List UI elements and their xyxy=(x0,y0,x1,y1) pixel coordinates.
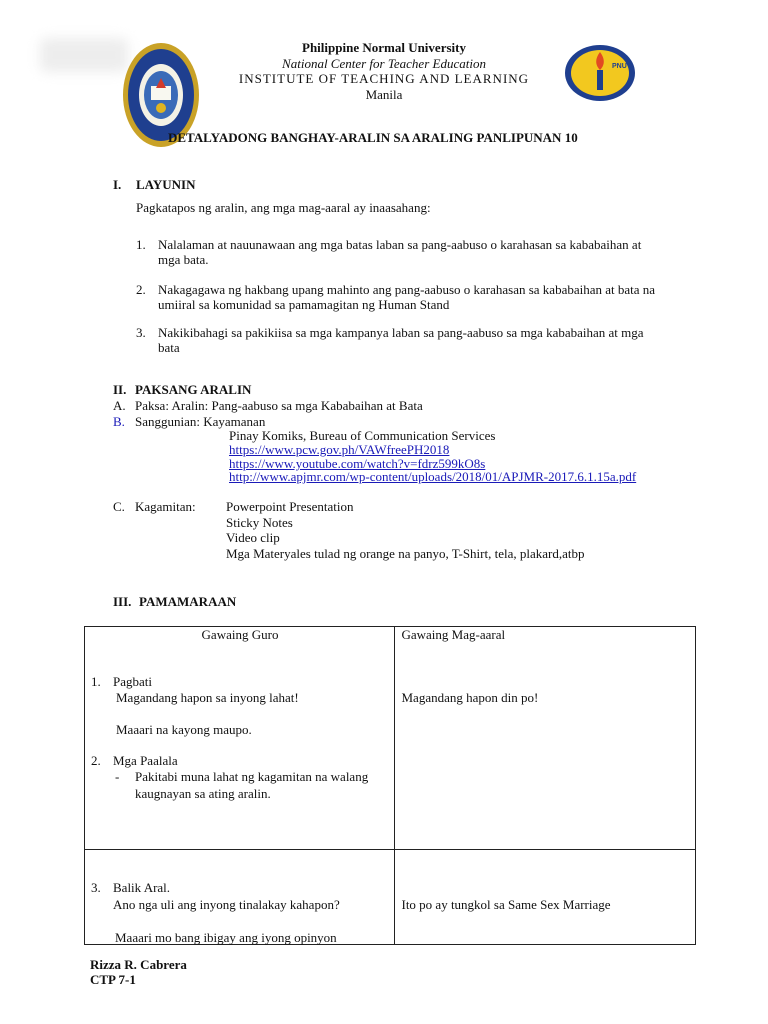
student-line: Ito po ay tungkol sa Same Sex Marriage xyxy=(401,897,611,912)
teacher-line: kaugnayan sa ating aralin. xyxy=(135,786,271,801)
objective-line: Nakagagawa ng hakbang upang mahinto ang pang-aabuso o karahasan sa kababaihan at bata na xyxy=(158,282,656,297)
teacher-line: Pakitabi muna lahat ng kagamitan na walang xyxy=(135,769,369,784)
section1-number: I. xyxy=(113,177,122,192)
table-cell-student xyxy=(395,627,696,850)
material-item: Mga Materyales tulad ng orange na panyo, T-Shirt, tela, plakard,atbp xyxy=(226,546,585,561)
step-title: Balik Aral. xyxy=(113,880,171,895)
objective-line: mga bata. xyxy=(158,252,209,267)
table-cell-teacher xyxy=(85,627,395,850)
objective-number: 3. xyxy=(136,325,146,340)
column-header-student: Gawaing Mag-aaral xyxy=(401,627,506,642)
section1-intro: Pagkatapos ng aralin, ang mga mag-aaral ay inaasahang: xyxy=(136,200,431,215)
teacher-line: Magandang hapon sa inyong lahat! xyxy=(116,690,299,705)
author-name: Rizza R. Cabrera xyxy=(90,957,187,972)
column-header-teacher: Gawaing Guro xyxy=(201,627,279,642)
university-name: Philippine Normal University xyxy=(302,40,466,55)
item-c-label: C. xyxy=(113,499,125,514)
reference-link-pcw[interactable]: https://www.pcw.gov.ph/VAWfreePH2018 xyxy=(229,442,450,457)
svg-text:PNU: PNU xyxy=(612,63,627,70)
teacher-line: Maaari na kayong maupo. xyxy=(116,722,252,737)
document-title: DETALYADONG BANGHAY-ARALIN SA ARALING PANLIPUNAN 10 xyxy=(168,130,578,145)
section1-heading: LAYUNIN xyxy=(136,177,196,192)
section2-number: II. xyxy=(113,382,127,397)
objective-number: 1. xyxy=(136,237,146,252)
section3-number: III. xyxy=(113,594,132,609)
step-title: Pagbati xyxy=(113,674,152,689)
reference-source: Pinay Komiks, Bureau of Communication Services xyxy=(229,428,496,443)
teacher-line: Maaari mo bang ibigay ang iyong opinyon xyxy=(115,930,337,945)
reference-link-apjmr[interactable]: http://www.apjmr.com/wp-content/uploads/2018/01/APJMR-2017.6.1.15a.pdf xyxy=(229,469,637,484)
teacher-line: Ano nga uli ang inyong tinalakay kahapon? xyxy=(113,897,340,912)
table-cell-teacher xyxy=(85,850,395,945)
section2-heading: PAKSANG ARALIN xyxy=(135,382,252,397)
topic-text: Paksa: Aralin: Pang-aabuso sa mga Kababaihan at Bata xyxy=(135,398,423,413)
reference-link-youtube[interactable]: https://www.youtube.com/watch?v=fdrz599kO8s xyxy=(229,456,486,471)
student-line: Magandang hapon din po! xyxy=(401,690,539,705)
step-title: Mga Paalala xyxy=(113,753,178,768)
city-name: Manila xyxy=(365,87,403,102)
objective-line: Nakikibahagi sa pakikiisa sa mga kampanya laban sa pang-aabuso sa mga kababaihan at mga xyxy=(158,325,644,340)
table-cell-student xyxy=(395,850,696,945)
objective-number: 2. xyxy=(136,282,146,297)
step-number: 3. xyxy=(91,880,101,895)
author-code: CTP 7-1 xyxy=(90,972,136,987)
objective-line: Nalalaman at nauunawaan ang mga batas laban sa pang-aabuso o karahasan sa kababaihan at xyxy=(158,237,642,252)
material-item: Video clip xyxy=(226,530,280,545)
step-number: 1. xyxy=(91,674,101,689)
bullet-dash: - xyxy=(115,769,120,784)
reference-text: Sanggunian: Kayamanan xyxy=(135,414,266,429)
step-number: 2. xyxy=(91,753,101,768)
section3-heading: PAMAMARAAN xyxy=(139,594,237,609)
table-row xyxy=(85,850,696,945)
item-b-label: B. xyxy=(113,414,125,429)
objective-line: bata xyxy=(158,340,180,355)
material-item: Powerpoint Presentation xyxy=(226,499,354,514)
objective-line: umiiral sa komunidad sa pamamagitan ng Human Stand xyxy=(158,297,450,312)
center-name: National Center for Teacher Education xyxy=(282,56,486,71)
institute-name: INSTITUTE OF TEACHING AND LEARNING xyxy=(238,71,530,86)
materials-title: Kagamitan: xyxy=(135,499,196,514)
table-row xyxy=(85,627,696,850)
material-item: Sticky Notes xyxy=(226,515,293,530)
item-a-label: A. xyxy=(113,398,126,413)
procedure-table xyxy=(84,626,696,945)
